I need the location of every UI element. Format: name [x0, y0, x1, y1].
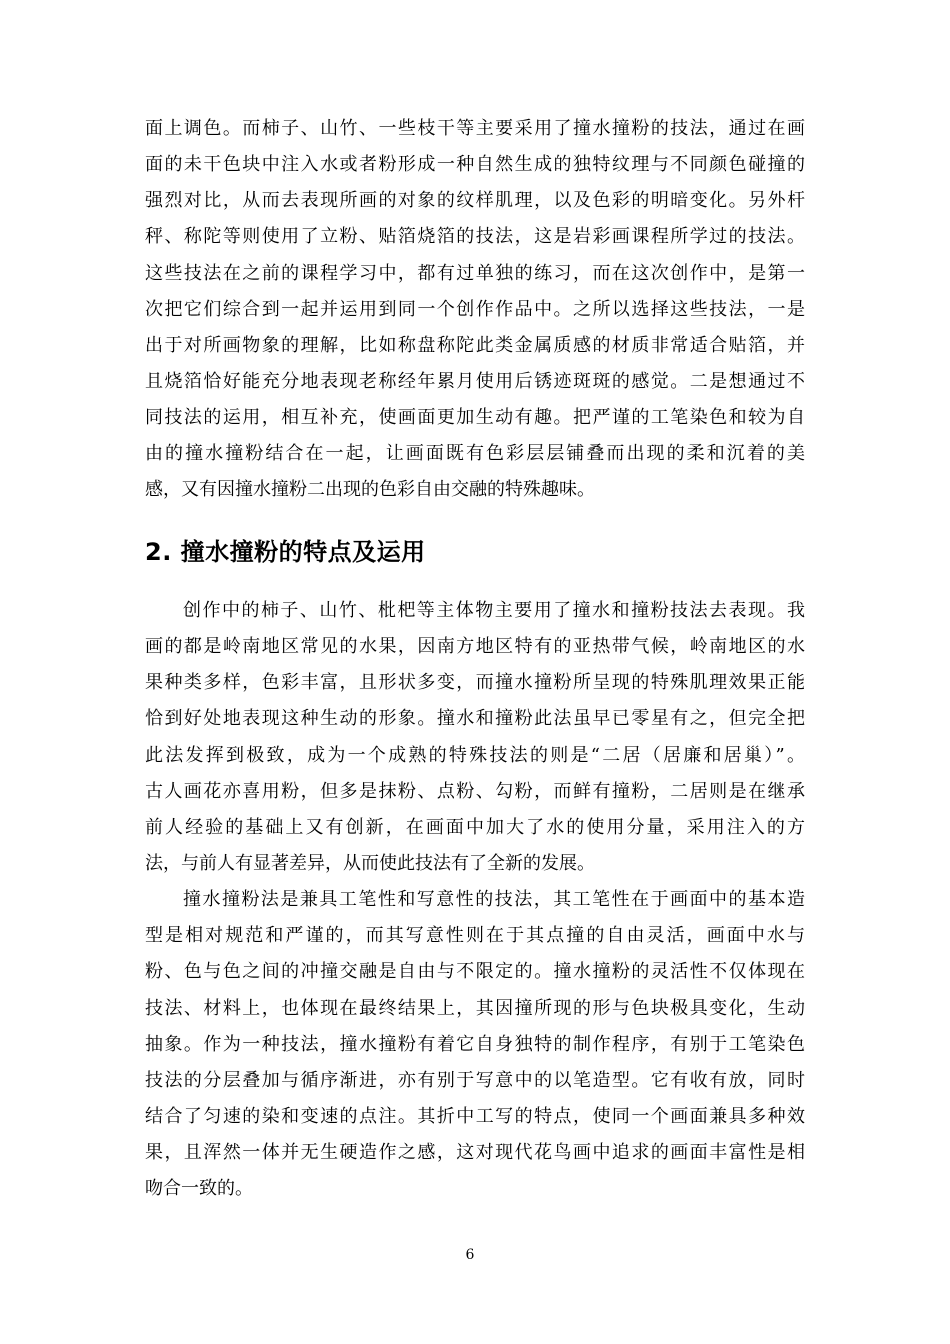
text-line: 法，与前人有显著差异，从而使此技法有了全新的发展。 [145, 852, 595, 874]
text-line: 面上调色。而柿子、山竹、一些枝干等主要采用了撞水撞粉的技法，通过在画 [145, 118, 805, 139]
page-number: 6 [465, 1247, 475, 1263]
text-line: 技法的分层叠加与循序渐进，亦有别于写意中的以笔造型。它有收有放，同时 [145, 1069, 805, 1091]
text-line: 撞水撞粉法是兼具工笔性和写意性的技法，其工笔性在于画面中的基本造 [183, 889, 805, 911]
text-line: 次把它们综合到一起并运用到同一个创作作品中。之所以选择这些技法，一是 [145, 298, 805, 320]
section-heading: 2. 撞水撞粉的特点及运用 [145, 538, 426, 566]
text-line: 秤、称陀等则使用了立粉、贴箔烧箔的技法，这是岩彩画课程所学过的技法。 [145, 226, 805, 248]
text-line: 感，又有因撞水撞粉二出现的色彩自由交融的特殊趣味。 [145, 479, 595, 501]
text-line: 前人经验的基础上又有创新，在画面中加大了水的使用分量，采用注入的方 [145, 816, 805, 838]
text-line: 画的都是岭南地区常见的水果，因南方地区特有的亚热带气候，岭南地区的水 [145, 636, 805, 658]
text-line: 果种类多样，色彩丰富，且形状多变，而撞水撞粉所呈现的特殊肌理效果正能 [145, 672, 805, 694]
paragraph-continued [145, 111, 805, 509]
text-line: 吻合一致的。 [145, 1178, 253, 1200]
text-line: 型是相对规范和严谨的，而其写意性则在于其点撞的自由灵活，画面中水与 [145, 925, 805, 947]
text-line: 且烧箔恰好能充分地表现老称经年累月使用后锈迹斑斑的感觉。二是想通过不 [145, 370, 805, 392]
text-line: 果，且浑然一体并无生硬造作之感，这对现代花鸟画中追求的画面丰富性是相 [145, 1142, 805, 1164]
body-text [145, 593, 805, 1207]
text-line: 创作中的柿子、山竹、枇杷等主体物主要用了撞水和撞粉技法去表现。我 [183, 600, 805, 621]
text-line: 结合了匀速的染和变速的点注。其折中工写的特点，使同一个画面兼具多种效 [145, 1105, 805, 1127]
text-line: 恰到好处地表现这种生动的形象。撞水和撞粉此法虽早已零星有之，但完全把 [145, 708, 805, 730]
text-line: 出于对所画物象的理解，比如称盘称陀此类金属质感的材质非常适合贴箔，并 [145, 334, 805, 356]
text-line: 此法发挥到极致，成为一个成熟的特殊技法的则是“二居（居廉和居巢）”。 [145, 744, 805, 766]
text-line: 由的撞水撞粉结合在一起，让画面既有色彩层层铺叠而出现的柔和沉着的美 [145, 443, 805, 465]
text-line: 抽象。作为一种技法，撞水撞粉有着它自身独特的制作程序，有别于工笔染色 [145, 1033, 805, 1055]
text-line: 面的未干色块中注入水或者粉形成一种自然生成的独特纹理与不同颜色碰撞的 [145, 154, 805, 176]
text-line: 技法、材料上，也体现在最终结果上，其因撞所现的形与色块极具变化，生动 [145, 997, 805, 1019]
text-line: 粉、色与色之间的冲撞交融是自由与不限定的。撞水撞粉的灵活性不仅体现在 [145, 961, 805, 983]
text-line: 强烈对比，从而去表现所画的对象的纹样肌理，以及色彩的明暗变化。另外杆 [145, 190, 805, 212]
text-line: 这些技法在之前的课程学习中，都有过单独的练习，而在这次创作中，是第一 [145, 262, 805, 284]
text-line: 同技法的运用，相互补充，使画面更加生动有趣。把严谨的工笔染色和较为自 [145, 407, 805, 429]
text-line: 古人画花亦喜用粉，但多是抹粉、点粉、勾粉，而鲜有撞粉，二居则是在继承 [145, 780, 805, 802]
